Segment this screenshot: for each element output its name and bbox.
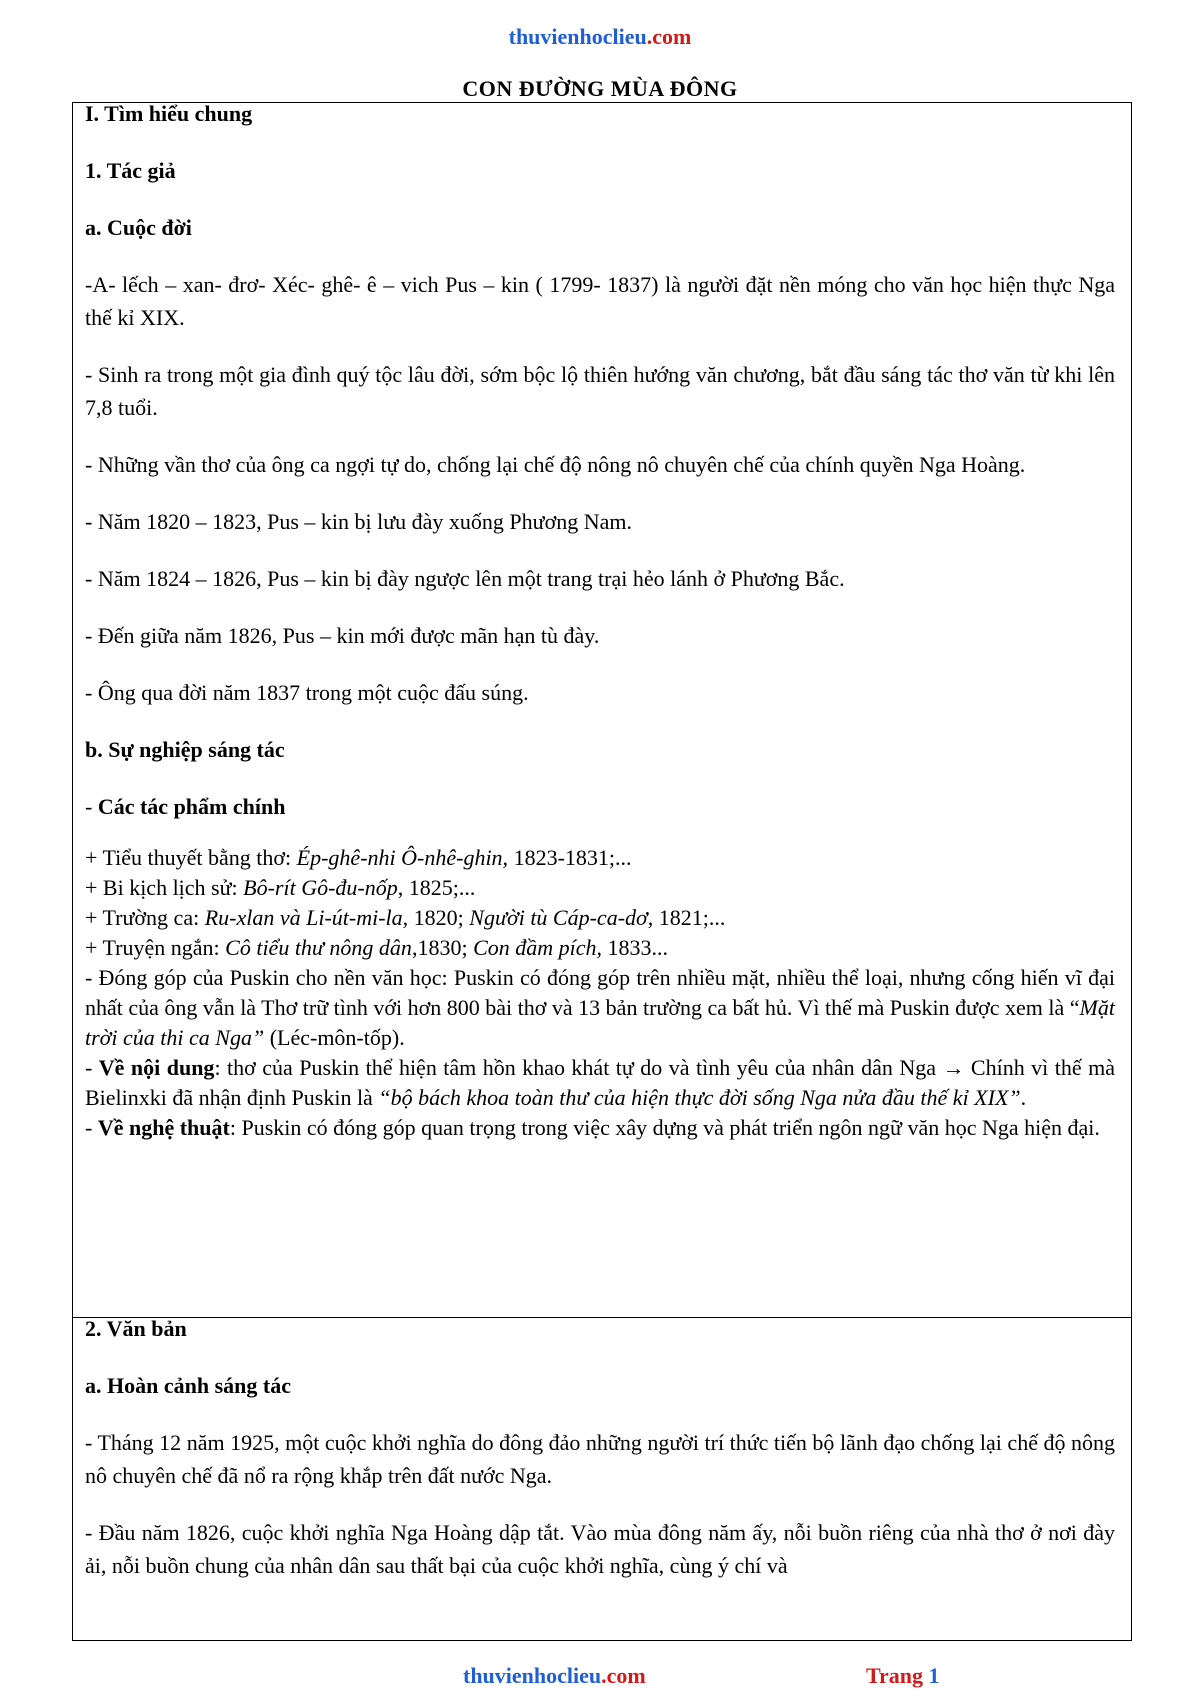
point-text: : thơ của Puskin thể hiện tâm hồn khao khát tự do và tình yêu của nhân dân Nga → Chính vì thế mà Bielinxki đã nhận định Puskin là [85, 1055, 1115, 1110]
site-header [0, 24, 1200, 50]
work-item-novel [85, 843, 1115, 873]
point-text: : Puskin có đóng góp quan trọng trong việc xây dựng và phát triển ngôn ngữ văn học Nga hiện đại. [229, 1115, 1100, 1140]
point-dash: - [85, 1055, 99, 1080]
footer-page-number [866, 1663, 940, 1689]
work-item-drama [85, 873, 1115, 903]
footer-site-tld: .com [601, 1663, 646, 1688]
work-year: 1820; [408, 905, 470, 930]
life-paragraph: - Đến giữa năm 1826, Pus – kin mới được mãn hạn tù đày. [85, 623, 600, 648]
work-year: , 1825;... [397, 875, 476, 900]
work-year: 1823-1831;... [508, 845, 632, 870]
section-box-text [72, 1316, 1132, 1641]
work-title: Người tù Cáp-ca-dơ, [469, 905, 654, 930]
contribution-text: - Đóng góp của Puskin cho nền văn học: Puskin có đóng góp trên nhiều mặt, nhiều thể loại, nhưng cống hiến vĩ đại nhất của ông vẫn là Thơ trữ tình với hơn 800 bài thơ và 13 bản trường ca bất hủ. Vì thế mà Puskin được xem là “ [85, 965, 1115, 1020]
subheading-text: 2. Văn bản [85, 1316, 187, 1341]
works-dash: - [85, 794, 98, 819]
life-paragraph: - Năm 1824 – 1826, Pus – kin bị đày ngược lên một trang trại hẻo lánh ở Phương Bắc. [85, 566, 845, 591]
point-quote: “bộ bách khoa toàn thư của hiện thực đời sống Nga nửa đầu thế kỉ XIX” [378, 1085, 1021, 1110]
page-label: Trang [866, 1663, 924, 1688]
subheading-context: a. Hoàn cảnh sáng tác [85, 1373, 291, 1398]
work-year: 1833... [602, 935, 669, 960]
works-heading-label: Các tác phẩm chính [97, 794, 286, 819]
footer-site-name: thuvienhoclieu [463, 1663, 602, 1688]
life-paragraph: -A- lếch – xan- đrơ- Xéc- ghê- ê – vich Pus – kin ( 1799- 1837) là người đặt nền móng cho văn học hiện thực Nga thế kỉ XIX. [85, 272, 1115, 330]
works-heading [85, 790, 1115, 823]
site-tld: .com [646, 24, 692, 49]
site-name: thuvienhoclieu [508, 24, 647, 49]
subheading-author: 1. Tác giả [85, 158, 176, 183]
section-heading: I. Tìm hiểu chung [85, 101, 253, 126]
work-title: Bô-rít Gô-đu-nốp [243, 875, 398, 900]
work-label: + Tiểu thuyết bằng thơ: [85, 845, 297, 870]
contribution-paragraph [85, 963, 1115, 1053]
point-label: Về nội dung [98, 1055, 215, 1080]
art-point-paragraph [85, 1113, 1115, 1143]
content-point-paragraph [85, 1053, 1115, 1113]
subheading-life: a. Cuộc đời [85, 215, 192, 240]
life-paragraph: - Sinh ra trong một gia đình quý tộc lâu đời, sớm bộc lộ thiên hướng văn chương, bắt đầu sáng tác thơ văn từ khi lên 7,8 tuổi. [85, 362, 1115, 420]
work-title: Cô tiểu thư nông dân [225, 935, 412, 960]
work-title: Ép-ghê-nhi Ô-nhê-ghin, [296, 845, 509, 870]
work-item-epic [85, 903, 1115, 933]
context-paragraph: - Tháng 12 năm 1925, một cuộc khởi nghĩa do đông đảo những người trí thức tiến bộ lãnh đạo chống lại chế độ nông nô chuyên chế đã nổ ra rộng khắp trên đất nước Nga. [85, 1430, 1115, 1488]
context-paragraph: - Đầu năm 1826, cuộc khởi nghĩa Nga Hoàng dập tắt. Vào mùa đông năm ấy, nỗi buồn riêng của nhà thơ ở nơi đày ải, nỗi buồn chung của nhân dân sau thất bại của cuộc khởi nghĩa, cùng ý chí và [85, 1520, 1115, 1578]
work-year: 1821;... [653, 905, 726, 930]
subheading-career: b. Sự nghiệp sáng tác [85, 737, 285, 762]
document-title: CON ĐƯỜNG MÙA ĐÔNG [462, 76, 738, 101]
life-paragraph: - Những vần thơ của ông ca ngợi tự do, chống lại chế độ nông nô chuyên chế của chính quyền Nga Hoàng. [85, 452, 1026, 477]
page-number: 1 [928, 1663, 940, 1688]
section-text-content [85, 1316, 1115, 1582]
work-item-story [85, 933, 1115, 963]
work-title: Con đầm pích, [473, 935, 603, 960]
works-list [85, 843, 1115, 1143]
work-label: + Truyện ngắn: [85, 935, 226, 960]
footer-site [463, 1663, 646, 1689]
work-label: + Bi kịch lịch sử: [85, 875, 244, 900]
life-paragraph: - Ông qua đời năm 1837 trong một cuộc đấu súng. [85, 680, 529, 705]
work-label: + Trường ca: [85, 905, 205, 930]
work-year: ,1830; [411, 935, 474, 960]
contribution-after: (Léc-môn-tốp). [264, 1025, 405, 1050]
point-dash: - [85, 1115, 98, 1140]
point-label: Về nghệ thuật [97, 1115, 230, 1140]
section-general-content [85, 103, 1115, 1143]
work-title: Ru-xlan và Li-út-mi-la, [204, 905, 409, 930]
point-after: . [1020, 1085, 1027, 1110]
section-box-general [72, 102, 1132, 1318]
contribution-quote: Mặt trời của thi ca Nga” [85, 995, 1115, 1050]
life-paragraph: - Năm 1820 – 1823, Pus – kin bị lưu đày xuống Phương Nam. [85, 509, 632, 534]
